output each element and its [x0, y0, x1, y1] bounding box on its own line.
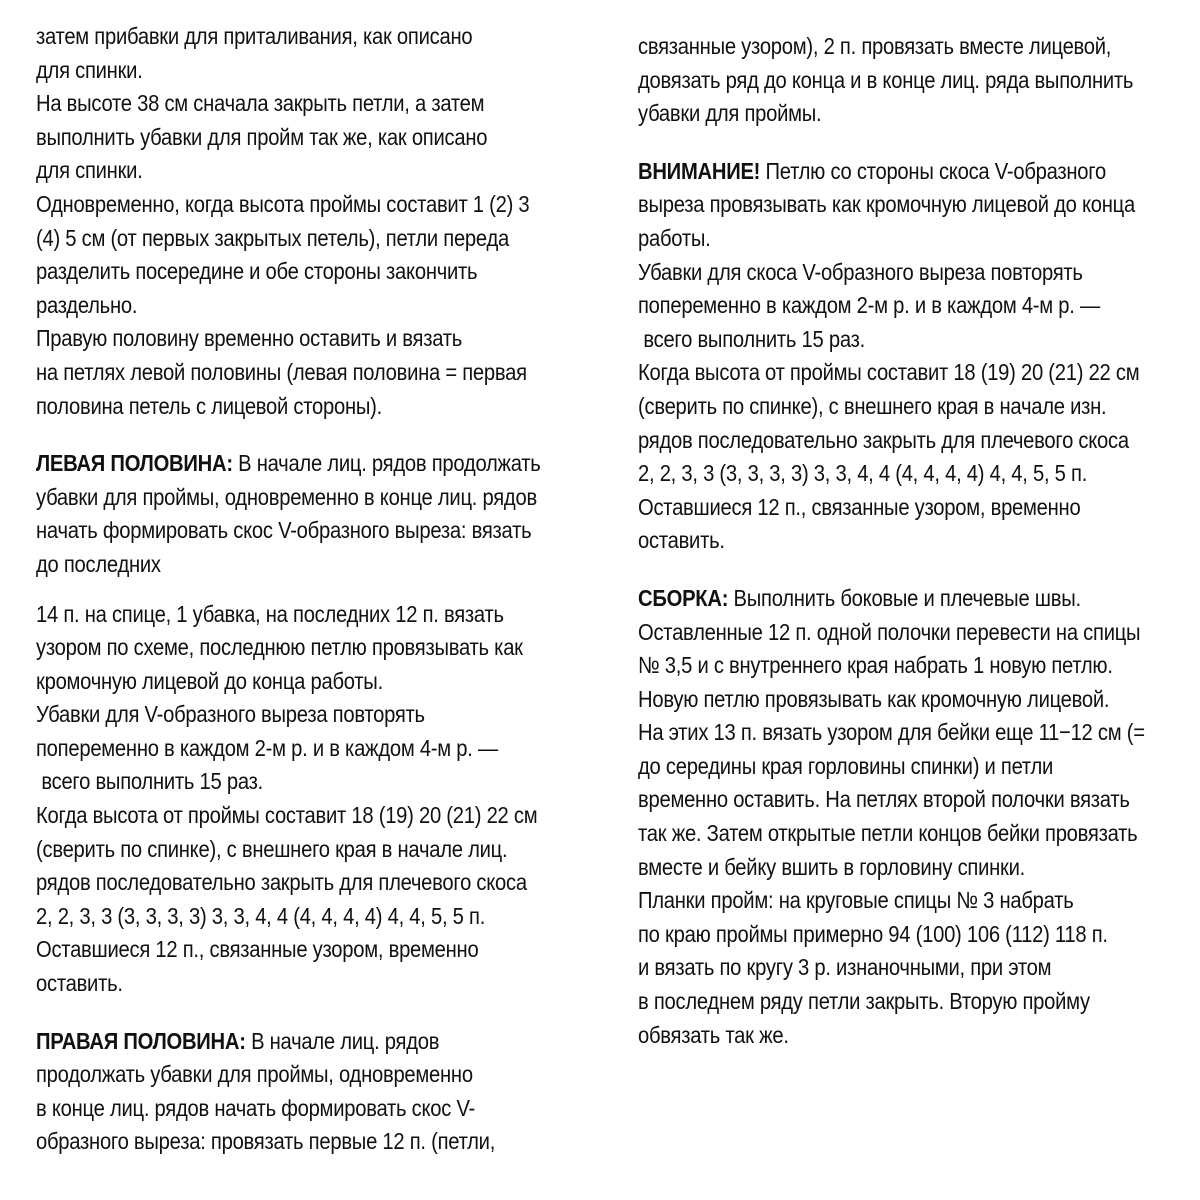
text-line: раздельно. [36, 291, 138, 318]
text-line: На высоте 38 см сначала закрыть петли, а затем [36, 90, 485, 117]
text-line: убавки для проймы. [638, 100, 822, 127]
text-run: Выполнить боковые и плечевые швы. [728, 584, 1081, 611]
paragraph-intro [36, 20, 596, 423]
text-line: в последнем ряду петли закрыть. Вторую пройму [638, 988, 1090, 1015]
text-line: 2, 2, 3, 3 (3, 3, 3, 3) 3, 3, 4, 4 (4, 4, 4, 4) 4, 4, 5, 5 п. [36, 902, 486, 929]
text-line: образного выреза: провязать первые 12 п. (петли, [36, 1128, 496, 1155]
text-line [36, 1025, 518, 1059]
text-line: до середины края горловины спинки) и петли [638, 752, 1054, 779]
text-line: Правую половину временно оставить и вязать [36, 325, 463, 352]
text-line: Оставшиеся 12 п., связанные узором, временно [36, 936, 479, 963]
section-heading-attention: ВНИМАНИЕ! [638, 157, 761, 184]
text-line: временно оставить. На петлях второй полочки вязать [638, 786, 1130, 813]
section-heading-assembly: СБОРКА: [638, 584, 729, 611]
left-column [36, 20, 596, 1159]
text-line: Оставшиеся 12 п., связанные узором, временно [638, 493, 1081, 520]
text-line: Когда высота от проймы составит 18 (19) 20 (21) 22 см [36, 802, 538, 829]
text-line: затем прибавки для приталивания, как описано [36, 23, 473, 49]
text-line: выреза провязывать как кромочную лицевой до конца [638, 191, 1135, 218]
text-line: На этих 13 п. вязать узором для бейки еще 11−12 см (= [638, 719, 1145, 746]
text-line: Оставленные 12 п. одной полочки перевести на спицы [638, 618, 1141, 645]
text-run: В начале лиц. рядов продолжать [232, 450, 541, 477]
text-line: работы. [638, 224, 711, 251]
text-line: довязать ряд до конца и в конце лиц. ряда выполнить [638, 66, 1134, 93]
text-line: начать формировать скос V-образного выреза: вязать [36, 517, 532, 544]
text-line: узором по схеме, последнюю петлю провязывать как [36, 634, 523, 661]
text-line: рядов последовательно закрыть для плечевого скоса [36, 869, 527, 896]
text-line [638, 582, 1102, 616]
text-line: для спинки. [36, 157, 143, 184]
section-left-half [36, 447, 596, 581]
paragraph-left-half-continued [36, 598, 596, 1001]
text-line: связанные узором), 2 п. провязать вместе лицевой, [638, 33, 1112, 59]
text-line: на петлях левой половины (левая половина = первая [36, 358, 527, 385]
text-line: попеременно в каждом 2-м р. и в каждом 4-м р. — [638, 292, 1100, 319]
text-line: Новую петлю провязывать как кромочную лицевой. [638, 685, 1110, 712]
text-line: всего выполнить 15 раз. [36, 768, 263, 795]
text-run: Петлю со стороны скоса V-образного [760, 157, 1106, 184]
text-line: и вязать по кругу 3 р. изнаночными, при этом [638, 954, 1052, 981]
text-line: попеременно в каждом 2-м р. и в каждом 4-м р. — [36, 734, 498, 761]
text-line: по краю проймы примерно 94 (100) 106 (112) 118 п. [638, 920, 1108, 947]
text-line: Одновременно, когда высота проймы составит 1 (2) 3 [36, 190, 530, 217]
text-line: (сверить по спинке), с внешнего края в начале изн. [638, 392, 1107, 419]
text-line: Убавки для скоса V-образного выреза повторять [638, 258, 1083, 285]
text-line: половина петель с лицевой стороны). [36, 392, 382, 419]
section-attention [638, 155, 1178, 558]
text-line: продолжать убавки для проймы, одновременно [36, 1061, 473, 1088]
text-line: оставить. [638, 527, 725, 554]
text-line: обвязать так же. [638, 1021, 789, 1048]
text-line: вместе и бейку вшить в горловину спинки. [638, 853, 1026, 880]
section-heading-right-half: ПРАВАЯ ПОЛОВИНА: [36, 1027, 246, 1054]
text-line: 2, 2, 3, 3 (3, 3, 3, 3) 3, 3, 4, 4 (4, 4, 4, 4) 4, 4, 5, 5 п. [638, 460, 1088, 487]
text-run: В начале лиц. рядов [245, 1027, 440, 1054]
text-line: до последних [36, 550, 161, 577]
text-line: Убавки для V-образного выреза повторять [36, 701, 425, 728]
text-line: выполнить убавки для пройм так же, как описано [36, 123, 488, 150]
text-line: № 3,5 и с внутреннего края набрать 1 новую петлю. [638, 652, 1113, 679]
section-heading-left-half: ЛЕВАЯ ПОЛОВИНА: [36, 450, 233, 477]
section-assembly [638, 582, 1178, 1052]
text-line: кромочную лицевой до конца работы. [36, 667, 383, 694]
text-line: всего выполнить 15 раз. [638, 325, 865, 352]
text-line: так же. Затем открытые петли концов бейки провязать [638, 820, 1138, 847]
section-right-half [36, 1025, 596, 1159]
text-line: оставить. [36, 970, 123, 997]
text-line: в конце лиц. рядов начать формировать скос V- [36, 1094, 476, 1121]
text-line: рядов последовательно закрыть для плечевого скоса [638, 426, 1129, 453]
text-line: (4) 5 см (от первых закрытых петель), петли переда [36, 224, 509, 251]
text-line [36, 447, 541, 481]
right-column [638, 30, 1178, 1052]
paragraph-right-intro [638, 30, 1178, 131]
text-line: убавки для проймы, одновременно в конце лиц. рядов [36, 483, 537, 510]
text-line: (сверить по спинке), с внешнего края в начале лиц. [36, 835, 508, 862]
text-line: Планки пройм: на круговые спицы № 3 набрать [638, 887, 1074, 914]
text-line: 14 п. на спице, 1 убавка, на последних 12 п. вязать [36, 600, 504, 627]
text-line: Когда высота от проймы составит 18 (19) 20 (21) 22 см [638, 359, 1140, 386]
text-line [638, 155, 1106, 189]
text-line: разделить посередине и обе стороны закончить [36, 258, 478, 285]
text-line: для спинки. [36, 56, 143, 83]
